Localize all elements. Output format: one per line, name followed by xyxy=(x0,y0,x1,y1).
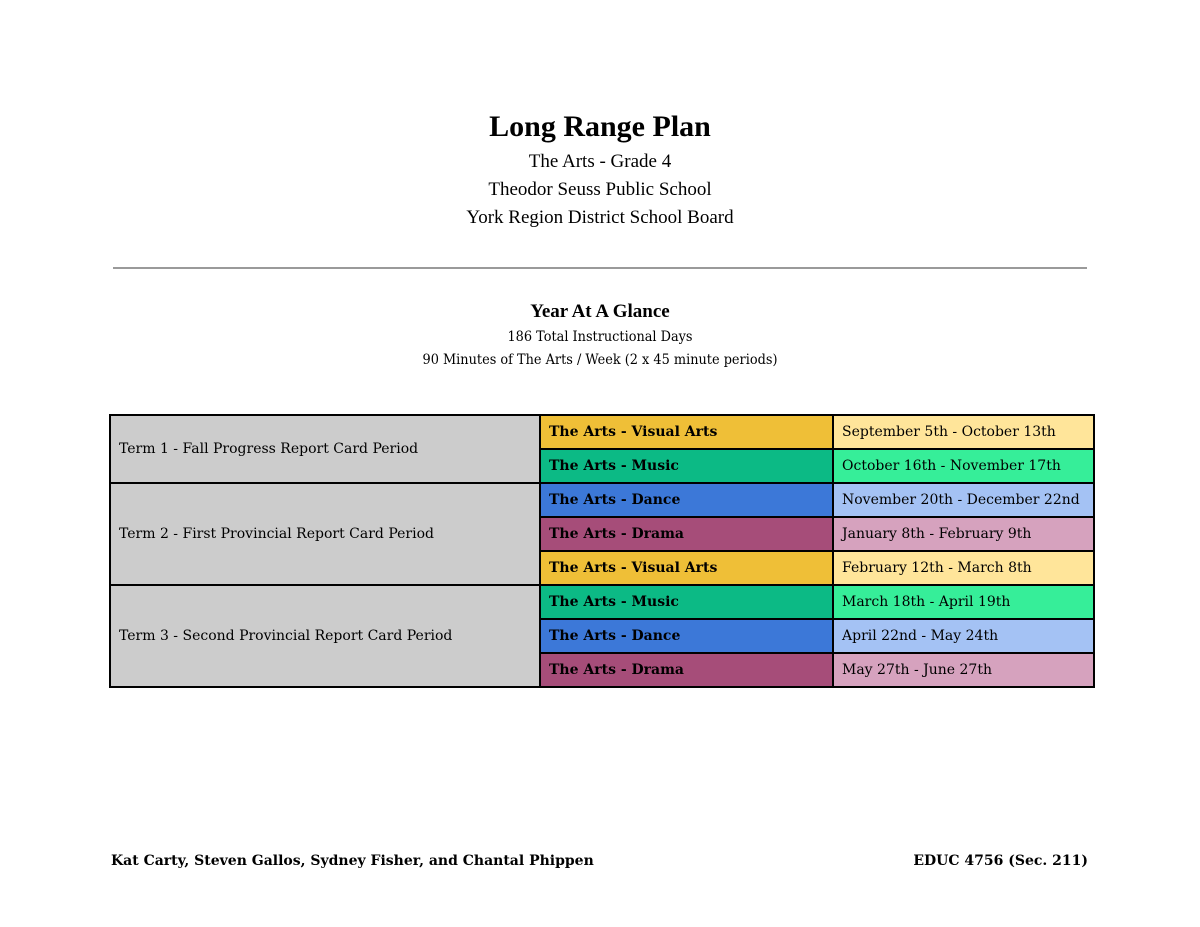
plan-table xyxy=(109,414,1095,688)
authors: Kat Carty, Steven Gallos, Sydney Fisher, and Chantal Phippen xyxy=(111,853,594,869)
unit-subject: The Arts - Music xyxy=(540,585,833,619)
unit-subject: The Arts - Dance xyxy=(540,483,833,517)
unit-subject: The Arts - Drama xyxy=(540,517,833,551)
term-label: Term 1 - Fall Progress Report Card Period xyxy=(110,415,540,483)
unit-dates: May 27th - June 27th xyxy=(833,653,1094,687)
subtitle: The Arts - Grade 4 xyxy=(528,151,672,172)
divider xyxy=(113,267,1087,269)
unit-dates: February 12th - March 8th xyxy=(833,551,1094,585)
course-code: EDUC 4756 (Sec. 211) xyxy=(913,853,1088,869)
unit-subject: The Arts - Visual Arts xyxy=(540,415,833,449)
term-label: Term 2 - First Provincial Report Card Period xyxy=(110,483,540,585)
unit-subject: The Arts - Visual Arts xyxy=(540,551,833,585)
unit-dates: April 22nd - May 24th xyxy=(833,619,1094,653)
table-row xyxy=(110,483,1094,517)
table-row xyxy=(110,585,1094,619)
unit-subject: The Arts - Music xyxy=(540,449,833,483)
instructional-days: 186 Total Instructional Days xyxy=(507,329,693,345)
unit-dates: September 5th - October 13th xyxy=(833,415,1094,449)
unit-subject: The Arts - Dance xyxy=(540,619,833,653)
unit-subject: The Arts - Drama xyxy=(540,653,833,687)
school-name: Theodor Seuss Public School xyxy=(488,179,712,200)
unit-dates: November 20th - December 22nd xyxy=(833,483,1094,517)
page-title: Long Range Plan xyxy=(489,110,711,143)
table-row xyxy=(110,415,1094,449)
term-label: Term 3 - Second Provincial Report Card Period xyxy=(110,585,540,687)
glance-title: Year At A Glance xyxy=(530,301,670,322)
unit-dates: January 8th - February 9th xyxy=(833,517,1094,551)
unit-dates: March 18th - April 19th xyxy=(833,585,1094,619)
board-name: York Region District School Board xyxy=(466,207,734,228)
weekly-minutes: 90 Minutes of The Arts / Week (2 x 45 minute periods) xyxy=(422,352,778,368)
unit-dates: October 16th - November 17th xyxy=(833,449,1094,483)
